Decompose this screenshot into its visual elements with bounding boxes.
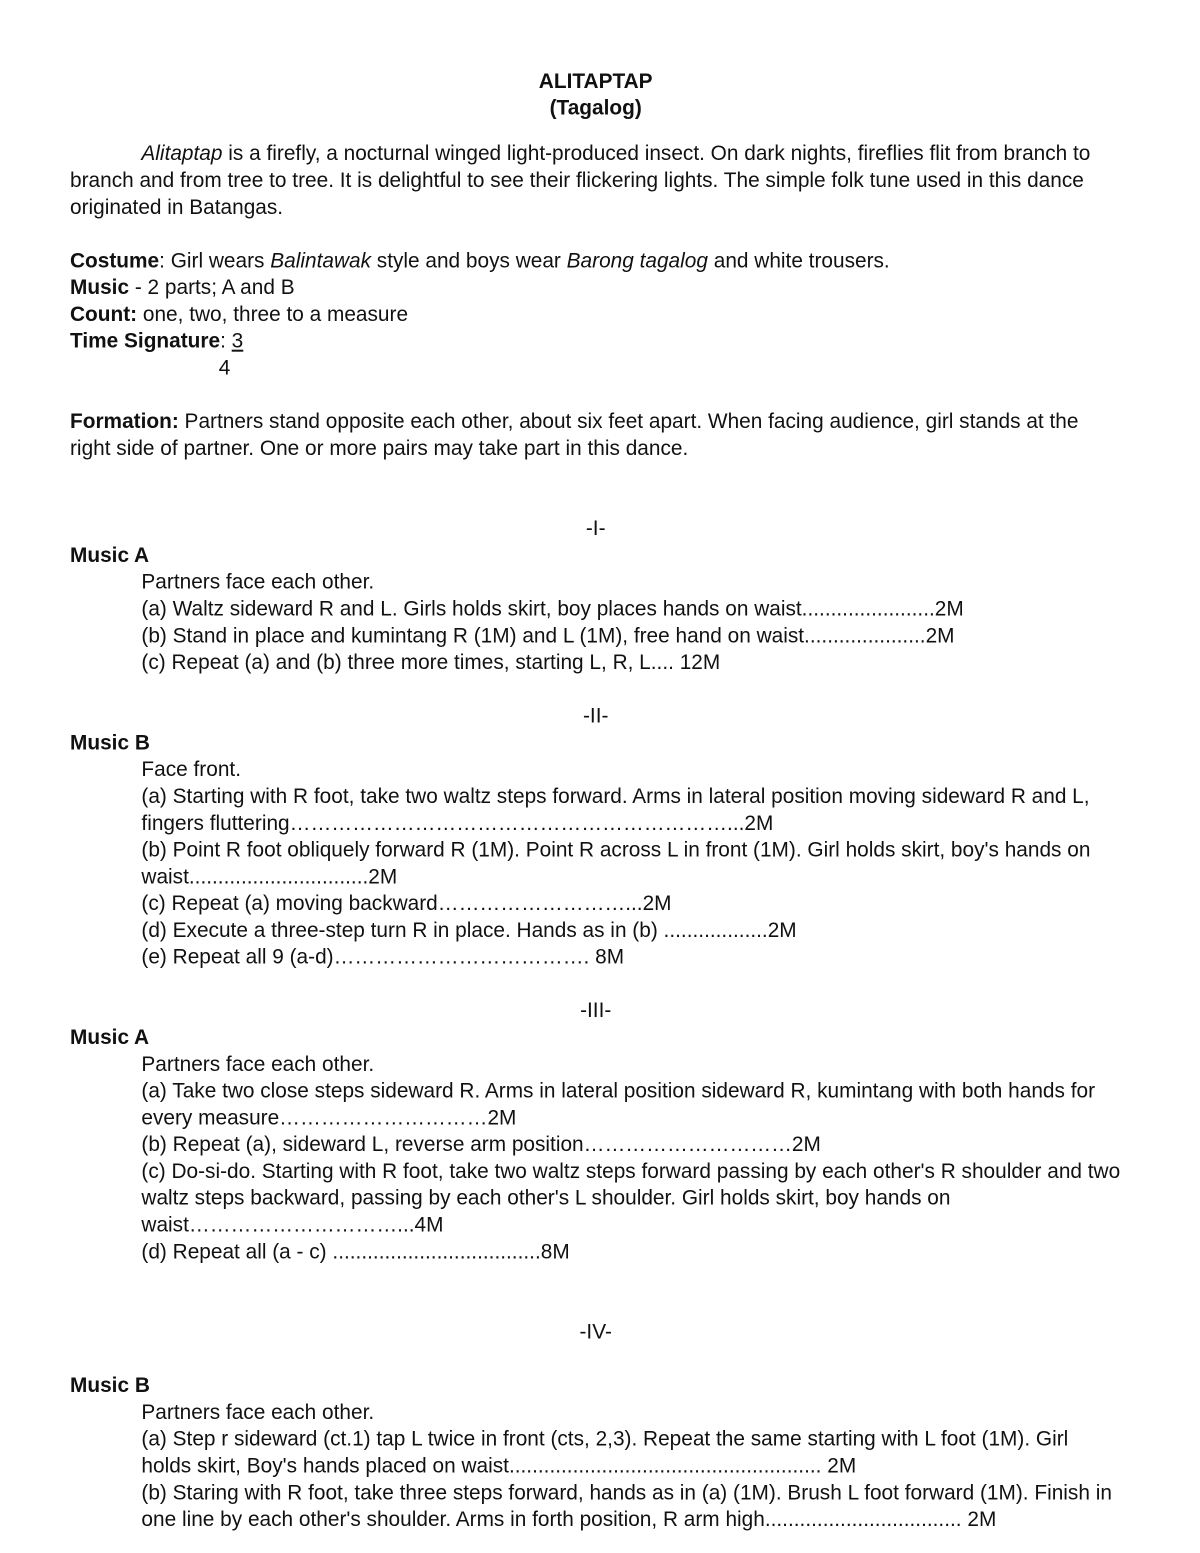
costume-sep: : <box>159 249 171 273</box>
step-line: (b) Stand in place and kumintang R (1M) and L (1M), free hand on waist.....................2M <box>141 624 955 648</box>
time-signature-line <box>70 328 1121 355</box>
step-line: (a) Take two close steps sideward R. Arms in lateral position sideward R, kumintang with both hands for every measure…………………………2M <box>141 1079 1096 1130</box>
formation-label: Formation: <box>70 410 179 434</box>
step-line: (a) Starting with R foot, take two waltz steps forward. Arms in lateral position moving sideward R and L, fingers fluttering………………………………………………………...2M <box>141 785 1090 835</box>
figure-music-label: Music B <box>70 1374 150 1398</box>
step-line: (c) Repeat (a) and (b) three more times, starting L, R, L.... 12M <box>141 651 721 675</box>
step-line: (c) Do-si-do. Starting with R foot, take two waltz steps forward passing by each other's R shoulder and two waltz steps backward, passing by each other's L shoulder. Girl holds skirt, boy hands on waist…………………………...4M <box>141 1160 1121 1237</box>
step-line: Partners face each other. <box>141 1052 375 1076</box>
costume-line <box>70 248 1121 275</box>
figure-steps <box>70 756 1121 970</box>
figure-steps <box>70 1399 1121 1533</box>
figure-number: -III- <box>580 999 612 1023</box>
music-label: Music <box>70 276 130 300</box>
figure-steps <box>70 1051 1121 1265</box>
title-block <box>70 68 1121 122</box>
costume-text-3: and white trousers. <box>707 249 890 273</box>
step-line: (d) Execute a three-step turn R in place. Hands as in (b) ..................2M <box>141 919 797 942</box>
spacer <box>70 1346 1121 1373</box>
figure-music-label: Music A <box>70 544 150 567</box>
dance-info <box>70 248 1121 382</box>
costume-style-2: Barong tagalog <box>566 249 708 273</box>
time-signature-denominator: 4 <box>218 356 231 380</box>
formation-text: Partners stand opposite each other, about six feet apart. When facing audience, girl stands at the right side of partner. One or more pairs may take part in this dance. <box>70 410 1079 460</box>
figure-music-label: Music A <box>70 1026 150 1049</box>
step-line: (b) Staring with R foot, take three steps forward, hands as in (a) (1M). Brush L foot forward (1M). Finish in one line by each other's shoulder. Arms in forth position, R arm high.................................. 2M <box>141 1481 1112 1532</box>
costume-text-2: style and boys wear <box>370 249 567 273</box>
document-subtitle: (Tagalog) <box>549 96 642 120</box>
figure-music-label: Music B <box>70 731 150 755</box>
time-signature-label: Time Signature <box>70 329 221 353</box>
step-line: (b) Point R foot obliquely forward R (1M). Point R across L in front (1M). Girl holds skirt, boy's hands on waist...............................2M <box>141 838 1091 889</box>
figure-number: -I- <box>585 517 606 541</box>
step-line: (e) Repeat all 9 (a-d)………………………………. 8M <box>141 945 625 969</box>
step-line: (b) Repeat (a), sideward L, reverse arm position…………………………2M <box>141 1133 821 1157</box>
music-text: - 2 parts; A and B <box>129 276 295 300</box>
formation-paragraph <box>70 408 1121 462</box>
count-text: one, two, three to a measure <box>137 303 409 326</box>
time-signature-numerator: 3 <box>231 329 244 353</box>
figure-number: -IV- <box>579 1320 612 1344</box>
count-line <box>70 301 1121 328</box>
document-page <box>70 68 1121 1533</box>
intro-paragraph <box>70 140 1121 220</box>
step-line: (a) Step r sideward (ct.1) tap L twice in front (cts, 2,3). Repeat the same starting with L foot (1M). Girl holds skirt, Boy's hands placed on waist...................................................... 2M <box>141 1427 1069 1478</box>
time-signature-sep: : <box>220 329 232 353</box>
document-title: ALITAPTAP <box>538 69 653 93</box>
count-label: Count: <box>70 303 138 326</box>
figure-number: -II- <box>582 704 609 728</box>
step-line: Partners face each other. <box>141 570 375 594</box>
figure-steps <box>70 569 1121 676</box>
step-line: (a) Waltz sideward R and L. Girls holds skirt, boy places hands on waist.......................2M <box>141 597 964 621</box>
intro-term: Alitaptap <box>141 142 223 166</box>
step-line: (d) Repeat all (a - c) ....................................8M <box>141 1240 570 1264</box>
costume-text-1: Girl wears <box>170 249 271 273</box>
step-line: Face front. <box>141 758 241 782</box>
music-line <box>70 274 1121 301</box>
step-line: Partners face each other. <box>141 1401 375 1424</box>
intro-text: is a firefly, a nocturnal winged light-produced insect. On dark nights, fireflies flit from branch to branch and from tree to tree. It is delightful to see their flickering lights. The simple folk tune used in this dance originated in Batangas. <box>70 142 1091 219</box>
step-line: (c) Repeat (a) moving backward………………………...2M <box>141 892 672 916</box>
costume-label: Costume <box>70 249 160 273</box>
costume-style-1: Balintawak <box>270 249 371 273</box>
